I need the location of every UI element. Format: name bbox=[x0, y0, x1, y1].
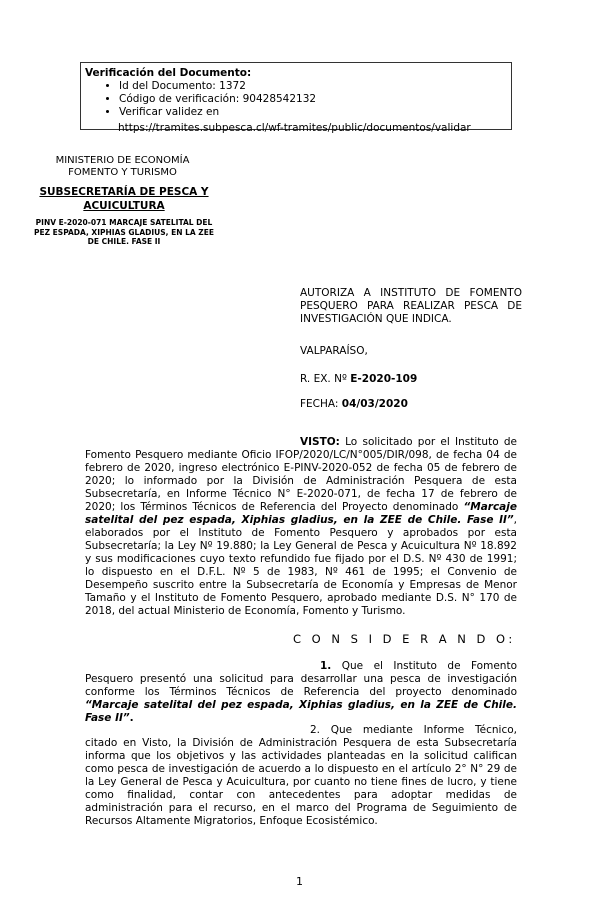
considerando-1-project: “Marcaje satelital del pez espada, Xiphias gladius, en la ZEE de Chile. Fase II” bbox=[85, 699, 517, 724]
ministry-line-1: MINISTERIO DE ECONOMÍA bbox=[55, 155, 190, 166]
document-id: • Id del Documento: 1372 bbox=[119, 80, 507, 93]
considerando-heading: C O N S I D E R A N D O: bbox=[293, 632, 516, 646]
page-number: 1 bbox=[296, 875, 303, 888]
verification-title: Verificación del Documento: bbox=[85, 67, 252, 79]
visto-label: VISTO: bbox=[300, 436, 340, 448]
pinv-reference: PINV E-2020-071 MARCAJE SATELITAL DEL PEZ ESPADA, XIPHIAS GLADIUS, EN LA ZEE DE CHILE. FASE II bbox=[34, 218, 214, 246]
ministry-name bbox=[40, 155, 205, 179]
subsecretaria-name: SUBSECRETARÍA DE PESCA Y ACUICULTURA bbox=[39, 186, 209, 212]
verification-url[interactable]: https://tramites.subpesca.cl/wf-tramites/public/documentos/validar bbox=[118, 122, 471, 134]
considerando-2: 2. Que mediante Informe Técnico, citado en Visto, la División de Administración Pesquera de esta Subsecretaría informa que los objetivos y las actividades planteadas en la solicitud califican como pesca de investigación de acuerdo a lo dispuesto en el artículo 2° N° 29 de la Ley General de Pesca y Acuicultura, por cuanto no tiene fines de lucro, y tiene como finalidad, contar con antecedentes para adoptar medidas de administración para el recurso, en el marco del Programa de Seguimiento de Recursos Altamente Migratorios, Enfoque Ecosistémico. bbox=[85, 724, 517, 827]
fecha-label: FECHA: bbox=[300, 398, 342, 410]
rex-label: R. EX. Nº bbox=[300, 373, 351, 385]
fecha-value: 04/03/2020 bbox=[341, 398, 408, 410]
visto-text-1: Lo solicitado por el Instituto de Fomento Pesquero mediante Oficio IFOP/2020/LC/N°005/DIR/098, de fecha 04 de febrero de 2020, ingreso electrónico E-PINV-2020-052 de fecha 05 de febrero de 2020; lo informado por la División de Administración Pesquera de esta Subsecretaría, en Informe Técnico N° E-2020-071, de fecha 17 de febrero de 2020; los Términos Técnicos de Referencia del Proyecto denominado bbox=[85, 436, 517, 513]
resolution-date bbox=[300, 398, 408, 411]
visto-project-name: “Marcaje satelital del pez espada, Xiphias gladius, en la ZEE de Chile. Fase II” bbox=[85, 501, 517, 526]
rex-value: E-2020-109 bbox=[350, 373, 418, 385]
verify-validity: • Verificar validez en bbox=[119, 106, 507, 119]
resolution-title: AUTORIZA A INSTITUTO DE FOMENTO PESQUERO PARA REALIZAR PESCA DE INVESTIGACIÓN QUE INDICA. bbox=[300, 287, 522, 325]
visto-paragraph bbox=[85, 436, 517, 618]
verification-code: • Código de verificación: 90428542132 bbox=[119, 93, 507, 106]
considerando-1-text: Que el Instituto de Fomento Pesquero presentó una solicitud para desarrollar una pesca de investigación conforme los Términos Técnicos de Referencia del proyecto denominado bbox=[85, 660, 517, 698]
verification-box bbox=[80, 62, 512, 130]
resolution-number bbox=[300, 373, 417, 386]
resolution-place: VALPARAÍSO, bbox=[300, 345, 368, 357]
ministry-line-2: FOMENTO Y TURISMO bbox=[68, 167, 177, 178]
considerando-1 bbox=[85, 660, 517, 725]
visto-text-2: , elaborados por el Instituto de Fomento Pesquero y aprobados por esta Subsecretaría; la Ley Nº 19.880; la Ley General de Pesca y Acuicultura Nº 18.892 y sus modificaciones cuyo texto refundido fue fijado por el D.S. Nº 430 de 1991; lo dispuesto en el D.F.L. Nº 5 de 1983, Nº 461 de 1995; el Convenio de Desempeño suscrito entre la Subsecretaría de Economía y Empresas de Menor Tamaño y el Instituto de Fomento Pesquero, aprobado mediante D.S. N° 170 de 2018, del actual Ministerio de Economía, Fomento y Turismo. bbox=[85, 514, 517, 617]
verification-list bbox=[85, 80, 507, 119]
considerando-1-number: 1. bbox=[320, 660, 332, 672]
considerando-1-end: . bbox=[129, 712, 134, 724]
